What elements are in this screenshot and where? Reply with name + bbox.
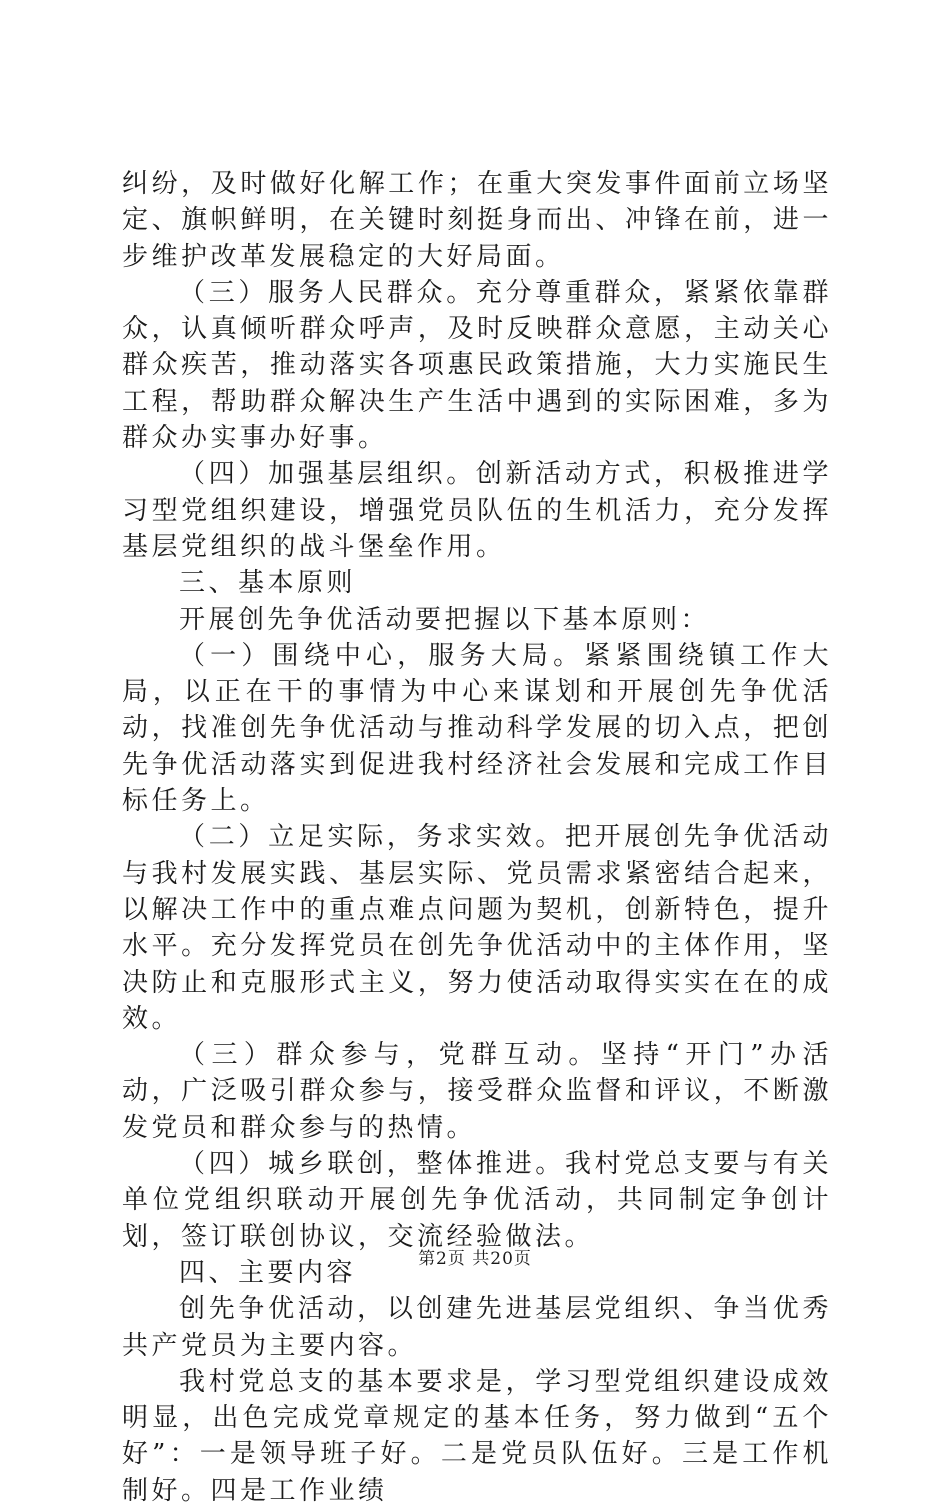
paragraph-5: 开展创先争优活动要把握以下基本原则： bbox=[179, 604, 711, 635]
section-heading-principles: 三、基本原则 bbox=[179, 568, 357, 599]
paragraph-6: （一）围绕中心，服务大局。紧紧围绕镇工作大局，以正在干的事情为中心来谋划和开展创先争优活动，找准创先争优活动与推动科学发展的切入点，把创先争优活动落实到促进我村经济社会发展和完成工作目标任务上。 bbox=[122, 640, 832, 817]
document-body bbox=[122, 166, 832, 1509]
paragraph-8: （三）群众参与，党群互动。坚持“开门”办活动，广泛吸引群众参与，接受群众监督和评议，不断激发党员和群众参与的热情。 bbox=[122, 1040, 832, 1143]
section-heading-content: 四、主要内容 bbox=[179, 1257, 357, 1288]
paragraph-9: （四）城乡联创，整体推进。我村党总支要与有关单位党组织联动开展创先争优活动，共同制定争创计划，签订联创协议，交流经验做法。 bbox=[122, 1149, 832, 1252]
paragraph-11: 创先争优活动，以创建先进基层党组织、争当优秀共产党员为主要内容。 bbox=[122, 1294, 832, 1361]
paragraph-7: （二）立足实际，务求实效。把开展创先争优活动与我村发展实践、基层实际、党员需求紧密结合起来，以解决工作中的重点难点问题为契机，创新特色，提升水平。充分发挥党员在创先争优活动中的主体作用，坚决防止和克服形式主义，努力使活动取得实实在在的成效。 bbox=[122, 822, 832, 1034]
paragraph-1: 纠纷，及时做好化解工作；在重大突发事件面前立场坚定、旗帜鲜明，在关键时刻挺身而出、冲锋在前，进一步维护改革发展稳定的大好局面。 bbox=[122, 169, 832, 272]
paragraph-2: （三）服务人民群众。充分尊重群众，紧紧依靠群众，认真倾听群众呼声，及时反映群众意愿，主动关心群众疾苦，推动落实各项惠民政策措施，大力实施民生工程，帮助群众解决生产生活中遇到的实际困难，多为群众办实事办好事。 bbox=[122, 277, 832, 454]
paragraph-3: （四）加强基层组织。创新活动方式，积极推进学习型党组织建设，增强党员队伍的生机活力，充分发挥基层党组织的战斗堡垒作用。 bbox=[122, 459, 832, 562]
paragraph-12: 我村党总支的基本要求是，学习型党组织建设成效明显，出色完成党章规定的基本任务，努力做到“五个好”：一是领导班子好。二是党员队伍好。三是工作机制好。四是工作业绩 bbox=[122, 1366, 832, 1506]
page-footer: 第2页 共20页 bbox=[418, 1249, 532, 1269]
